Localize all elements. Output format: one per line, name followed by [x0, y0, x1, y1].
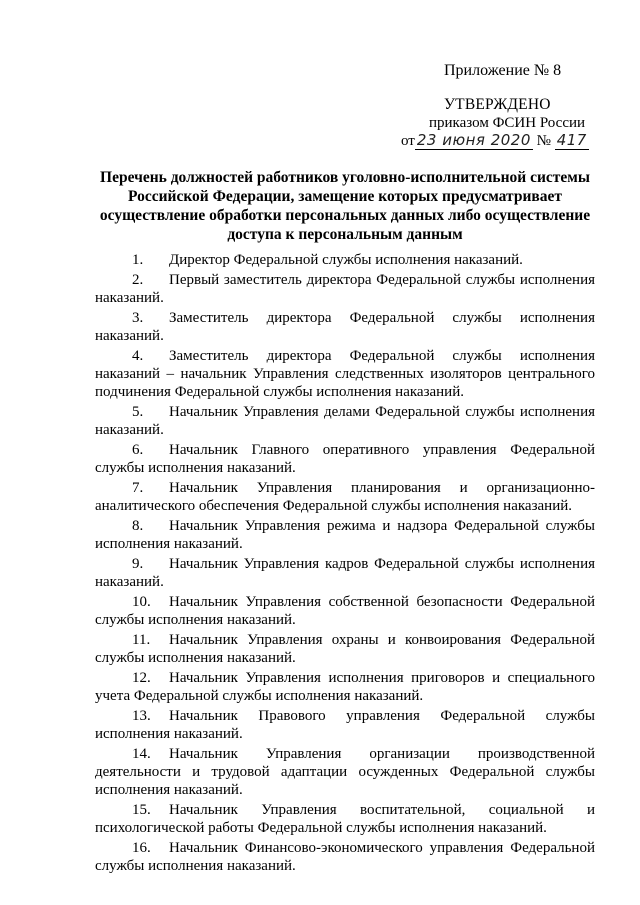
- list-item: [95, 631, 595, 667]
- item-number: 16.: [132, 840, 151, 856]
- item-number: 14.: [132, 746, 151, 762]
- item-number: 13.: [132, 708, 151, 724]
- positions-list: [95, 251, 595, 877]
- item-text: Директор Федеральной службы исполнения наказаний.: [169, 252, 523, 268]
- list-item: [95, 309, 595, 345]
- list-item: [95, 669, 595, 705]
- item-number: 3.: [132, 310, 144, 326]
- approved-stamp: УТВЕРЖДЕНО: [444, 96, 551, 113]
- list-item: [95, 403, 595, 439]
- item-text: Начальник Управления исполнения приговоров и специального учета Федеральной службы исполнения наказаний.: [95, 670, 595, 704]
- item-number: 1.: [132, 252, 144, 268]
- item-number: 2.: [132, 272, 144, 288]
- item-text: Начальник Финансово-экономического управления Федеральной службы исполнения наказаний.: [95, 840, 595, 874]
- order-line: приказом ФСИН России: [429, 115, 586, 131]
- list-item: [95, 479, 595, 515]
- item-text: Начальник Управления собственной безопасности Федеральной службы исполнения наказаний.: [95, 594, 595, 628]
- item-text: Начальник Управления кадров Федеральной службы исполнения наказаний.: [95, 556, 595, 590]
- list-item: [95, 347, 595, 401]
- list-item: [95, 839, 595, 875]
- list-item: [95, 593, 595, 629]
- item-text: Начальник Правового управления Федеральной службы исполнения наказаний.: [95, 708, 595, 742]
- item-number: 11.: [132, 632, 151, 648]
- item-number: 4.: [132, 348, 144, 364]
- item-number: 8.: [132, 518, 144, 534]
- list-item: [95, 251, 595, 269]
- item-text: Начальник Управления воспитательной, социальной и психологической работы Федеральной службы исполнения наказаний.: [95, 802, 595, 836]
- item-number: 9.: [132, 556, 144, 572]
- list-item: [95, 517, 595, 553]
- order-date-line: [401, 131, 589, 150]
- item-number: 5.: [132, 404, 144, 420]
- item-number: 7.: [132, 480, 144, 496]
- item-text: Заместитель директора Федеральной службы исполнения наказаний.: [95, 310, 595, 344]
- list-item: [95, 555, 595, 591]
- date-prefix: от: [401, 133, 415, 149]
- item-text: Первый заместитель директора Федеральной службы исполнения наказаний.: [95, 272, 595, 306]
- item-text: Начальник Управления охраны и конвоирования Федеральной службы исполнения наказаний.: [95, 632, 595, 666]
- item-number: 15.: [132, 802, 151, 818]
- item-text: Начальник Управления режима и надзора Федеральной службы исполнения наказаний.: [95, 518, 595, 552]
- list-item: [95, 801, 595, 837]
- handwritten-date: 23 июня 2020: [416, 131, 531, 149]
- handwritten-number: 417: [556, 131, 587, 149]
- item-text: Заместитель директора Федеральной службы исполнения наказаний – начальник Управления следственных изоляторов центрального подчинения Федеральной службы исполнения наказаний.: [95, 348, 595, 400]
- appendix-label: Приложение № 8: [444, 62, 562, 79]
- item-number: 12.: [132, 670, 151, 686]
- item-number: 10.: [132, 594, 151, 610]
- list-item: [95, 441, 595, 477]
- item-text: Начальник Главного оперативного управления Федеральной службы исполнения наказаний.: [95, 442, 595, 476]
- item-text: Начальник Управления организации производственной деятельности и трудовой адаптации осужденных Федеральной службы исполнения наказаний.: [95, 746, 595, 798]
- item-text: Начальник Управления делами Федеральной службы исполнения наказаний.: [95, 404, 595, 438]
- item-number: 6.: [132, 442, 144, 458]
- document-title: Перечень должностей работников уголовно-исполнительной системы Российской Федерации, замещение которых предусматривает осуществление обработки персональных данных либо осуществление доступа к персональным данным: [99, 169, 591, 243]
- item-text: Начальник Управления планирования и организационно-аналитического обеспечения Федеральной службы исполнения наказаний.: [95, 480, 595, 514]
- list-item: [95, 707, 595, 743]
- list-item: [95, 271, 595, 307]
- list-item: [95, 745, 595, 799]
- number-prefix: №: [536, 133, 551, 149]
